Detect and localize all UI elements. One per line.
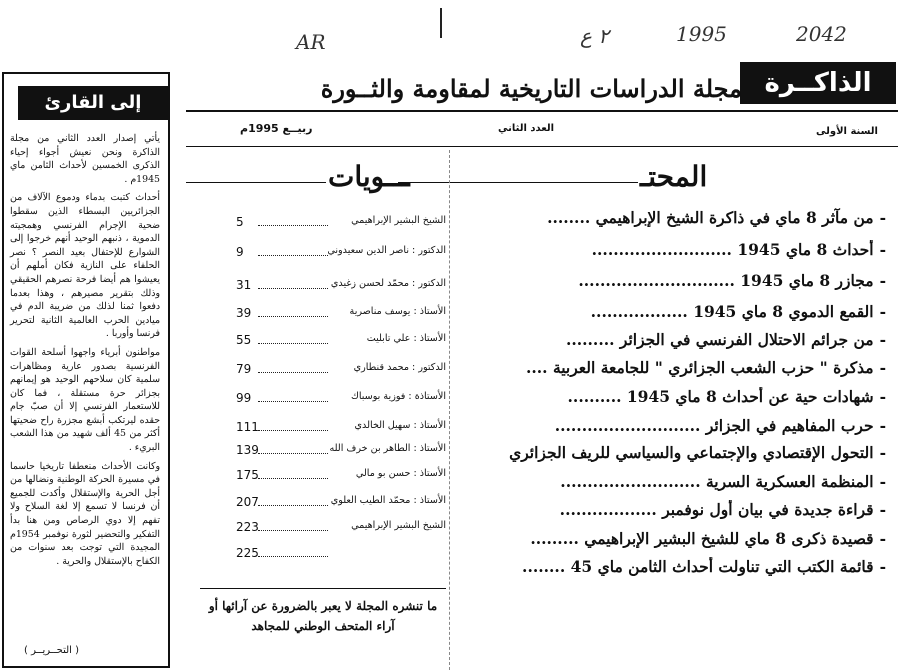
article-item[interactable]: -شهادات حية عن أحداث 8 ماي 1945 ..........	[567, 387, 886, 406]
article-item[interactable]: -التحول الإقتصادي والإجتماعي والسياسي للريف الجزائري	[509, 443, 886, 462]
handwritten-page-mark: AR	[296, 30, 326, 54]
toc-row	[200, 391, 448, 411]
issue-number: العدد الثاني	[498, 123, 555, 134]
toc-row	[200, 278, 448, 298]
toc-row	[200, 420, 448, 440]
article-item[interactable]: -مذكرة " حزب الشعب الجزائري " للجامعة العربية ....	[525, 358, 886, 377]
reader-paragraph: مواطنون أبرياء واجهوا أسلحة القوات الفرنسية بصدور عارية ومظاهرات سلمية كان سلاحهم الوحيد هو إيمانهم بجزائر حرة مستقلة ، فما كان للاستعمار الفرنسي إلا أن صبّ جام حقده ليرتكب أبشع مجزرة راح ضحيتها أكثر من 45 ألف شهيد من هذا الشعب البريء .	[10, 346, 160, 454]
toc-row	[200, 495, 448, 515]
reader-box-body	[10, 132, 160, 632]
header-divider	[186, 146, 898, 147]
toc-page-number: 39	[236, 306, 252, 320]
page-fold	[449, 150, 450, 670]
article-item[interactable]: -مجازر 8 ماي 1945 .............................	[578, 271, 886, 290]
toc-author: الأستاذ : سهيل الخالدي	[354, 420, 446, 431]
article-item[interactable]: -من جرائم الاحتلال الفرنسي في الجزائر .........	[565, 330, 886, 349]
reader-paragraph: وكانت الأحداث منعطفا تاريخيا حاسما في مسيرة الحركة الوطنية ونضالها من أجل الحرية والإستقلال وأكدت للجميع أن فرنسا لا تسمع إلا لغة السلاح ولا تفهم إلا دوي الرصاص ومن هنا بدأ التفكير والتحضير لثورة نوفمبر 1954م المجيدة التي توجت بعد سنوات من الكفاح بالإستقلال والحرية .	[10, 460, 160, 567]
toc-page-number: 9	[236, 245, 244, 259]
toc-row	[200, 546, 448, 566]
toc-page-number: 139	[236, 443, 259, 457]
journal-title: مجلة الدراسات التاريخية لمقاومة والثــورة	[320, 74, 742, 103]
toc-page-number: 225	[236, 546, 259, 560]
toc-author: الأستاذ : الطاهر بن خرف الله	[329, 443, 446, 454]
reader-paragraph: يأتي إصدار العدد الثاني من مجلة الذاكرة ونحن نعيش أجواء إحياء الذكرى الخمسين لأحداث الثامن ماي 1945م .	[10, 133, 160, 185]
toc-page-number: 223	[236, 520, 259, 534]
toc-row	[200, 520, 448, 540]
toc-page-number: 5	[236, 215, 244, 229]
toc-author: الأستاذ : علي تابليت	[366, 333, 446, 344]
disclaimer-rule	[200, 588, 446, 589]
scan-mark	[440, 8, 442, 38]
issue-date: ربيــع 1995م	[240, 122, 313, 135]
toc-row	[200, 245, 448, 265]
disclaimer: ما تنشره المجلة لا يعبر بالضرورة عن آرائها أو آراء المتحف الوطني للمجاهد	[208, 599, 438, 633]
handwritten-number: 2042	[796, 22, 847, 46]
toc-page-number: 55	[236, 333, 252, 347]
reader-box	[2, 72, 170, 668]
toc-author: الدكتور : ناصر الدين سعيدوني	[327, 245, 446, 256]
heading-rule-mid	[398, 182, 638, 183]
article-item[interactable]: -أحداث 8 ماي 1945 ..........................	[591, 240, 886, 259]
heading-rule-left	[186, 182, 326, 183]
toc-page-number: 99	[236, 391, 252, 405]
toc-author: الشيخ البشير الإبراهيمي	[351, 520, 446, 531]
toc-author: الأستاذ : محمّد الطيب العلوي	[330, 495, 446, 506]
journal-logo: الذاكــرة	[740, 62, 896, 104]
article-item[interactable]: -حرب المفاهيم في الجزائر ...........................	[554, 416, 886, 435]
toc-page-number: 111	[236, 420, 259, 434]
contents-heading-left: ـــويات	[328, 160, 410, 193]
masthead-rule	[186, 110, 898, 112]
toc-page-number: 175	[236, 468, 259, 482]
toc-row	[200, 362, 448, 382]
handwritten-year: 1995	[676, 22, 727, 46]
toc-author: الأستاذة : فوزية بوسباك	[350, 391, 446, 402]
reader-box-heading: إلى القارئ	[18, 86, 168, 120]
article-item[interactable]: -قصيدة ذكرى 8 ماي للشيخ البشير الإبراهيمي .........	[530, 529, 886, 548]
toc-row	[200, 333, 448, 353]
reader-paragraph: أحداث كتبت بدماء ودموع الآلاف من الجزائريين البسطاء الذين سقطوا ضحية الإجرام الفرنسي وهمجيته الدموية ، ذنبهم الوحيد أنهم خرجوا إلى الشوارع للإحتفال بعيد النصر ؟ نصر الحلفاء على النازية فكان أملهم أن يعيشوا هم أيضا فرحة نصرهم الحقيقي وذلك بتقرير مصيرهم ، وهذا بعدما دفعوا ثمنا لذلك من ضريبة الدم في ميادين الحرب العالمية الثانية لتحرير فرنسا وأوربا .	[10, 192, 160, 340]
toc-page-number: 79	[236, 362, 252, 376]
toc-author: الدكتور : محمّد لحسن زغيدي	[330, 278, 446, 289]
toc-author: الأستاذ : يوسف مناصرية	[349, 306, 446, 317]
contents-heading-right: المحتـ	[640, 160, 708, 193]
reader-signature: ( التحــريــر )	[24, 645, 79, 656]
toc-row	[200, 443, 448, 463]
handwritten-issue-mark: ٢ ع	[580, 24, 610, 48]
article-item[interactable]: -من مآثر 8 ماي في ذاكرة الشيخ الإبراهيمي ........	[547, 208, 886, 227]
toc-page-number: 207	[236, 495, 259, 509]
toc-row	[200, 468, 448, 488]
article-item[interactable]: -القمع الدموي 8 ماي 1945 ..................	[590, 302, 886, 321]
toc-page-number: 31	[236, 278, 252, 292]
article-item[interactable]: -المنظمة العسكرية السرية ..........................	[560, 472, 886, 491]
toc-author: الأستاذ : حسن بو مالي	[355, 468, 446, 479]
toc-author: الدكتور : محمد قنطاري	[353, 362, 446, 373]
toc-author: الشيخ البشير الإبراهيمي	[351, 215, 446, 226]
journal-year: السنة الأولى	[816, 126, 878, 137]
article-item[interactable]: -قائمة الكتب التي تناولت أحداث الثامن ماي 45 ........	[522, 557, 886, 576]
toc-row	[200, 306, 448, 326]
article-item[interactable]: -قراءة جديدة في بيان أول نوفمبر ..................	[559, 500, 886, 519]
toc-row	[200, 215, 448, 235]
